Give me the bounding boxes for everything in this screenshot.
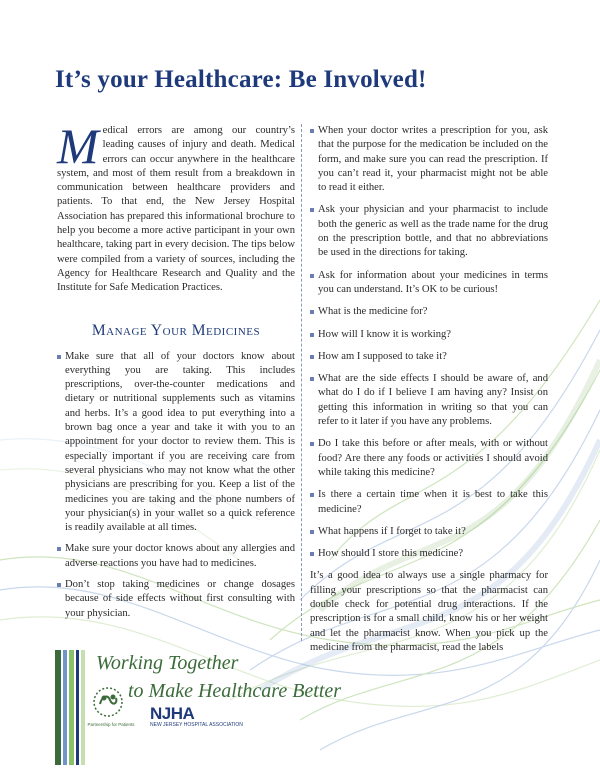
- intro-paragraph: [57, 118, 295, 296]
- njha-subtitle: NEW JERSEY HOSPITAL ASSOCIATION: [150, 722, 243, 728]
- partnership-logo-icon: [84, 682, 132, 722]
- drop-cap: M: [57, 118, 99, 174]
- section-heading: Manage Your Medicines: [91, 321, 261, 339]
- list-item: What happens if I forget to take it?: [310, 525, 548, 539]
- list-item: Ask for information about your medicines in terms you can understand. It’s OK to be curious!: [310, 269, 548, 298]
- tagline-line-1: Working Together: [96, 652, 239, 674]
- tagline-line-2: to Make Healthcare Better: [128, 680, 342, 702]
- list-item: Make sure that all of your doctors know about everything you are taking. This includes prescriptions, over-the-counter medications and dietary or nutritional supplements such as vitamins and herbs. It’s a good idea to put everything into a brown bag once a year and take it with you to an appointment for your doctor to review them. This is especially important if you are receiving care from several physicians who may not know what the other physicians are prescribing for you. Keep a list of the medicines you are taking and the phone numbers of your physician(s) in your wallet so a quick reference is readily available at all times.: [57, 350, 295, 536]
- left-column: [57, 118, 295, 628]
- list-item: Is there a certain time when it is best to take this medicine?: [310, 488, 548, 517]
- list-item: How should I store this medicine?: [310, 547, 548, 561]
- column-divider: [301, 124, 302, 641]
- left-bullet-list: [57, 350, 295, 621]
- right-column: [310, 124, 548, 655]
- list-item: What is the medicine for?: [310, 305, 548, 319]
- page-title: It’s your Healthcare: Be Involved!: [55, 66, 427, 93]
- list-item: How am I supposed to take it?: [310, 350, 548, 364]
- right-bullet-list: [310, 124, 548, 561]
- list-item: How will I know it is working?: [310, 328, 548, 342]
- list-item: What are the side effects I should be aware of, and what do I do if I believe I am having any? Insist on getting this information in writing so that you can refer to it later if you have any problems.: [310, 372, 548, 429]
- njha-logo: NJHA: [150, 704, 195, 723]
- list-item: When your doctor writes a prescription for you, ask that the purpose for the medication be included on the form, and make sure you can read the prescription. If you can’t read it, your pharmacist might not be able to read it either.: [310, 124, 548, 195]
- list-item: Make sure your doctor knows about any allergies and adverse reactions you have had to medicines.: [57, 542, 295, 571]
- list-item: Don’t stop taking medicines or change dosages because of side effects without first consulting with your physician.: [57, 578, 295, 621]
- intro-text: edical errors are among our country’s leading causes of injury and death. Medical errors can occur anywhere in the healthcare system, and most of them result from a breakdown in communication between healthcare providers and patients. To that end, the New Jersey Hospital Association has prepared this informational brochure to help you become a more active participant in your own healthcare, taking part in every decision. The tips below were compiled from a variety of sources, including the Agency for Healthcare Research and Quality and the Institute for Safe Medication Practices.: [57, 125, 295, 294]
- list-item: Do I take this before or after meals, with or without food? Are there any foods or activities I should avoid while taking this medicine?: [310, 437, 548, 480]
- partnership-logo-text: Partnership for Patients: [87, 722, 135, 727]
- closing-paragraph: It’s a good idea to always use a single pharmacy for filling your prescriptions so that the pharmacist can double check for potential drug interactions. If the prescription is for a small child, know his or her weight and let the pharmacist know. When you pick up the medicine from the pharmacist, read the labels: [310, 570, 548, 653]
- list-item: Ask your physician and your pharmacist to include both the generic as well as the trade name for the drug on the prescription bottle, and that no abbreviations be used in the directions for taking.: [310, 203, 548, 260]
